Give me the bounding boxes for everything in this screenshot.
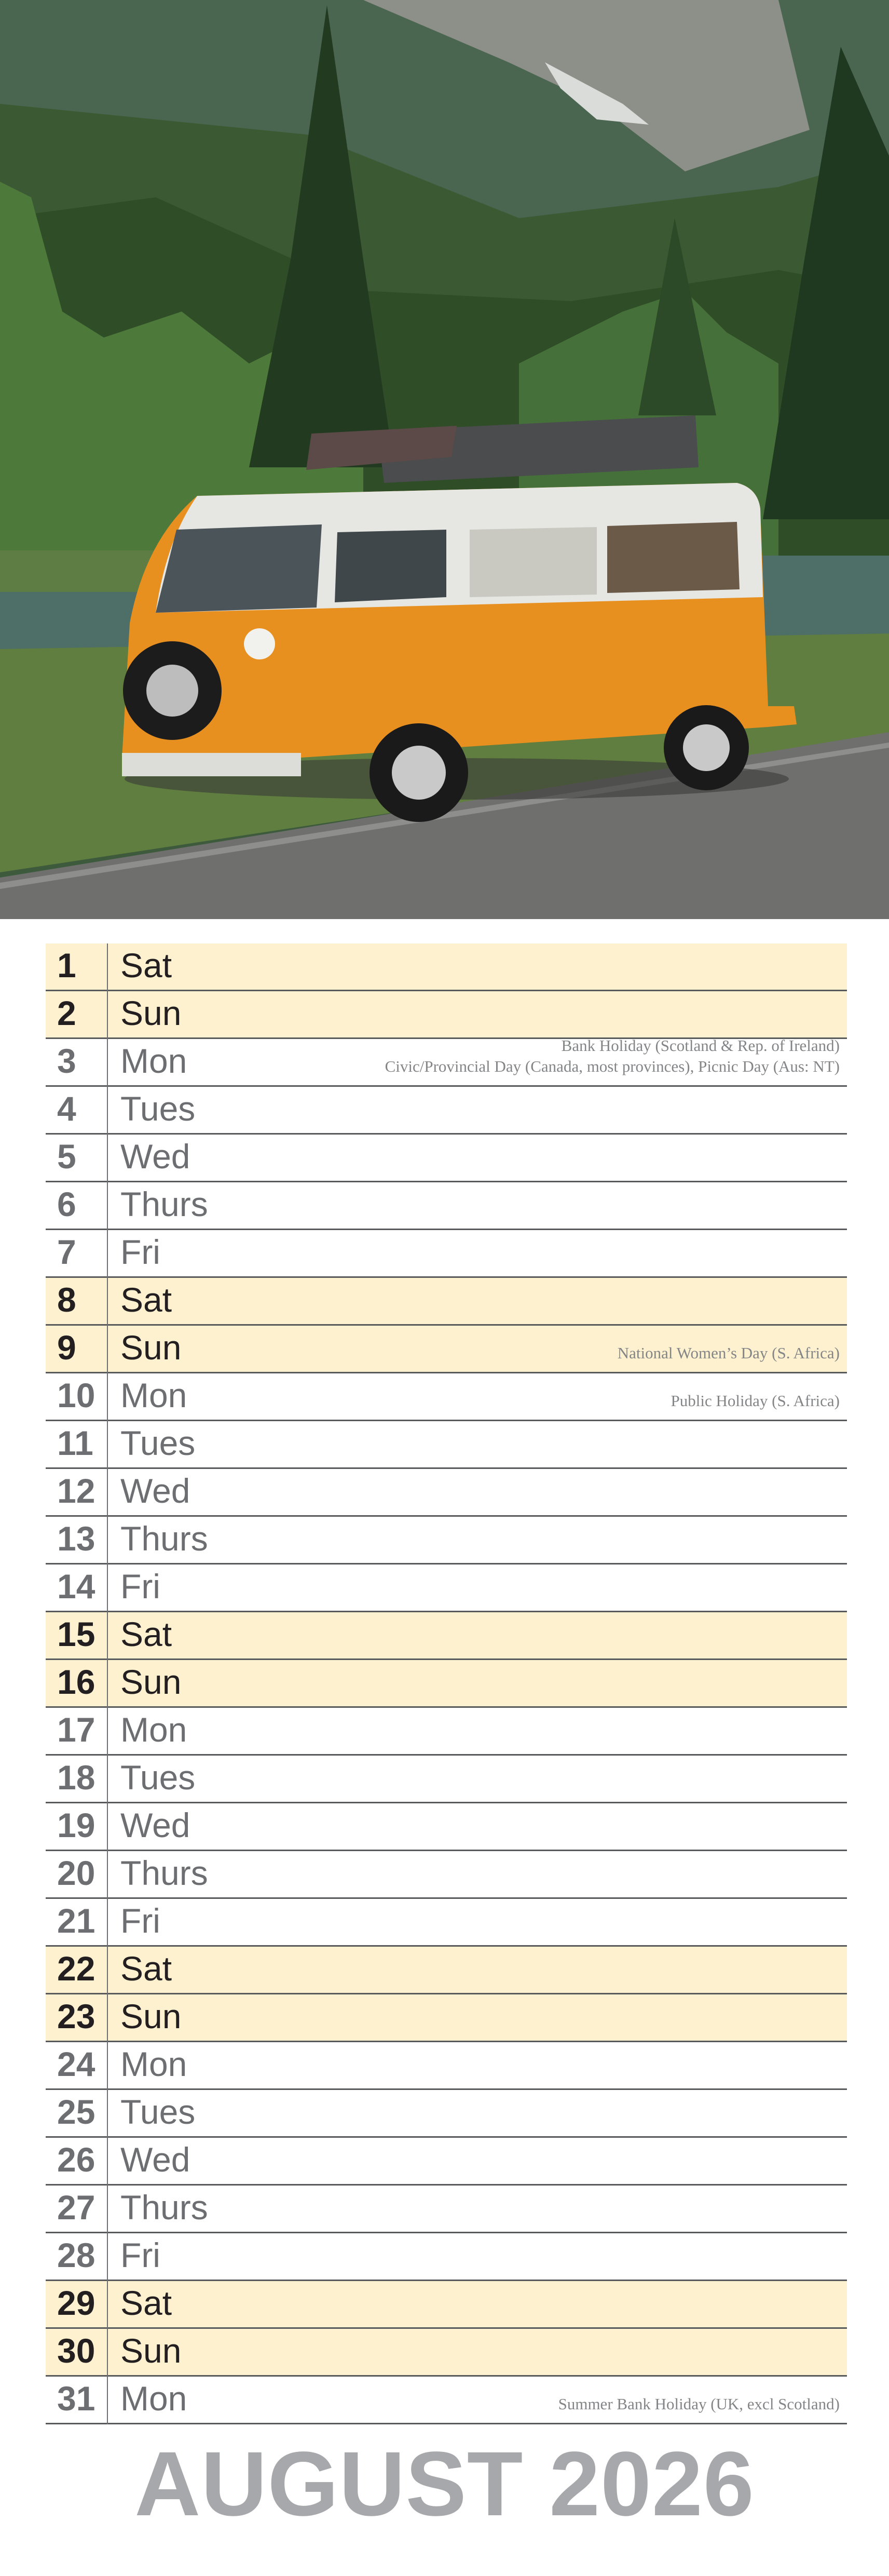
calendar-grid <box>46 943 847 2424</box>
holiday-text: Civic/Provincial Day (Canada, most provinces), Picnic Day (Aus: NT) <box>385 1057 840 1075</box>
holiday-text: Public Holiday (S. Africa) <box>671 1392 840 1410</box>
day-row <box>46 2042 847 2090</box>
day-name: Sat <box>120 946 172 984</box>
day-row <box>46 991 847 1039</box>
day-name: Wed <box>120 1137 190 1176</box>
day-name: Tues <box>120 1758 196 1797</box>
day-name: Mon <box>120 1376 187 1414</box>
day-row <box>46 2090 847 2138</box>
day-name: Sun <box>120 994 182 1032</box>
column-divider <box>107 2090 108 2138</box>
day-name: Wed <box>120 1472 190 1510</box>
day-number: 10 <box>57 1376 95 1414</box>
day-name: Thurs <box>120 1519 208 1558</box>
day-name: Fri <box>120 1901 160 1940</box>
column-divider <box>107 1708 108 1756</box>
day-number: 14 <box>57 1567 95 1606</box>
column-divider <box>107 1469 108 1517</box>
day-row <box>46 2186 847 2233</box>
day-number: 30 <box>57 2331 95 2370</box>
day-row <box>46 2329 847 2377</box>
day-name: Sat <box>120 1949 172 1988</box>
day-number: 8 <box>57 1280 76 1319</box>
column-divider <box>107 991 108 1039</box>
day-row <box>46 1326 847 1373</box>
column-divider <box>107 1660 108 1708</box>
column-divider <box>107 943 108 991</box>
day-row <box>46 1182 847 1230</box>
column-divider <box>107 2377 108 2424</box>
day-number: 1 <box>57 946 76 984</box>
column-divider <box>107 1230 108 1278</box>
day-number: 12 <box>57 1472 95 1510</box>
day-row <box>46 1087 847 1135</box>
column-divider <box>107 1373 108 1421</box>
column-divider <box>107 1756 108 1803</box>
day-name: Sun <box>120 1663 182 1701</box>
day-number: 11 <box>57 1424 93 1462</box>
day-name: Mon <box>120 2045 187 2083</box>
day-number: 18 <box>57 1758 95 1797</box>
day-number: 5 <box>57 1137 76 1176</box>
day-name: Tues <box>120 1089 196 1128</box>
day-row <box>46 1373 847 1421</box>
day-row <box>46 1994 847 2042</box>
holiday-text: Bank Holiday (Scotland & Rep. of Ireland) <box>561 1036 840 1055</box>
column-divider <box>107 1039 108 1087</box>
day-number: 2 <box>57 994 76 1032</box>
day-row <box>46 1469 847 1517</box>
day-number: 27 <box>57 2188 95 2227</box>
day-name: Sun <box>120 2331 182 2370</box>
column-divider <box>107 1278 108 1326</box>
day-row <box>46 943 847 991</box>
day-name: Wed <box>120 1806 190 1844</box>
column-divider <box>107 1899 108 1947</box>
day-row <box>46 1899 847 1947</box>
day-number: 3 <box>57 1042 76 1080</box>
day-name: Sat <box>120 2284 172 2322</box>
day-number: 6 <box>57 1185 76 1223</box>
column-divider <box>107 1326 108 1373</box>
day-row <box>46 1036 847 1087</box>
day-name: Mon <box>120 1042 187 1080</box>
day-name: Thurs <box>120 1185 208 1223</box>
month-title: AUGUST 2026 <box>134 2433 755 2535</box>
day-number: 25 <box>57 2093 95 2131</box>
day-name: Sat <box>120 1615 172 1653</box>
holiday-note <box>385 1035 840 1077</box>
holiday-note <box>671 1391 840 1411</box>
day-name: Fri <box>120 2236 160 2274</box>
column-divider <box>107 2281 108 2329</box>
column-divider <box>107 1565 108 1612</box>
column-divider <box>107 1994 108 2042</box>
day-number: 29 <box>57 2284 95 2322</box>
camper-van-photo <box>0 0 889 919</box>
day-name: Thurs <box>120 2188 208 2227</box>
day-name: Thurs <box>120 1854 208 1892</box>
day-row <box>46 1230 847 1278</box>
day-number: 20 <box>57 1854 95 1892</box>
day-number: 23 <box>57 1997 95 2035</box>
column-divider <box>107 1947 108 1994</box>
day-name: Fri <box>120 1567 160 1606</box>
day-name: Wed <box>120 2140 190 2179</box>
day-number: 28 <box>57 2236 95 2274</box>
holiday-note <box>558 2394 840 2415</box>
column-divider <box>107 2138 108 2186</box>
day-number: 31 <box>57 2379 95 2418</box>
day-row <box>46 1421 847 1469</box>
day-row <box>46 1660 847 1708</box>
column-divider <box>107 1612 108 1660</box>
day-name: Mon <box>120 2379 187 2418</box>
column-divider <box>107 2233 108 2281</box>
holiday-text: National Women’s Day (S. Africa) <box>617 1344 840 1362</box>
day-row <box>46 1278 847 1326</box>
column-divider <box>107 1851 108 1899</box>
day-row <box>46 1803 847 1851</box>
column-divider <box>107 1517 108 1565</box>
column-divider <box>107 1182 108 1230</box>
day-number: 26 <box>57 2140 95 2179</box>
day-row <box>46 1612 847 1660</box>
column-divider <box>107 2329 108 2377</box>
day-name: Tues <box>120 2093 196 2131</box>
day-name: Sat <box>120 1280 172 1319</box>
day-number: 4 <box>57 1089 76 1128</box>
day-number: 19 <box>57 1806 95 1844</box>
column-divider <box>107 1135 108 1182</box>
day-number: 22 <box>57 1949 95 1988</box>
day-row <box>46 1756 847 1803</box>
day-name: Tues <box>120 1424 196 1462</box>
day-number: 16 <box>57 1663 95 1701</box>
day-name: Sun <box>120 1997 182 2035</box>
day-row <box>46 1517 847 1565</box>
column-divider <box>107 2042 108 2090</box>
day-number: 9 <box>57 1328 76 1367</box>
column-divider <box>107 2186 108 2233</box>
holiday-text: Summer Bank Holiday (UK, excl Scotland) <box>558 2395 840 2413</box>
day-row <box>46 2281 847 2329</box>
day-name: Mon <box>120 1710 187 1749</box>
day-number: 17 <box>57 1710 95 1749</box>
day-number: 15 <box>57 1615 95 1653</box>
day-row <box>46 2233 847 2281</box>
column-divider <box>107 1087 108 1135</box>
day-row <box>46 1708 847 1756</box>
day-name: Fri <box>120 1233 160 1271</box>
day-number: 21 <box>57 1901 95 1940</box>
day-number: 13 <box>57 1519 95 1558</box>
column-divider <box>107 1803 108 1851</box>
day-row <box>46 2377 847 2424</box>
day-row <box>46 1565 847 1612</box>
day-name: Sun <box>120 1328 182 1367</box>
day-row <box>46 1135 847 1182</box>
day-row <box>46 2138 847 2186</box>
day-row <box>46 1851 847 1899</box>
day-row <box>46 1947 847 1994</box>
day-number: 24 <box>57 2045 95 2083</box>
column-divider <box>107 1421 108 1469</box>
day-number: 7 <box>57 1233 76 1271</box>
holiday-note <box>618 1343 840 1364</box>
